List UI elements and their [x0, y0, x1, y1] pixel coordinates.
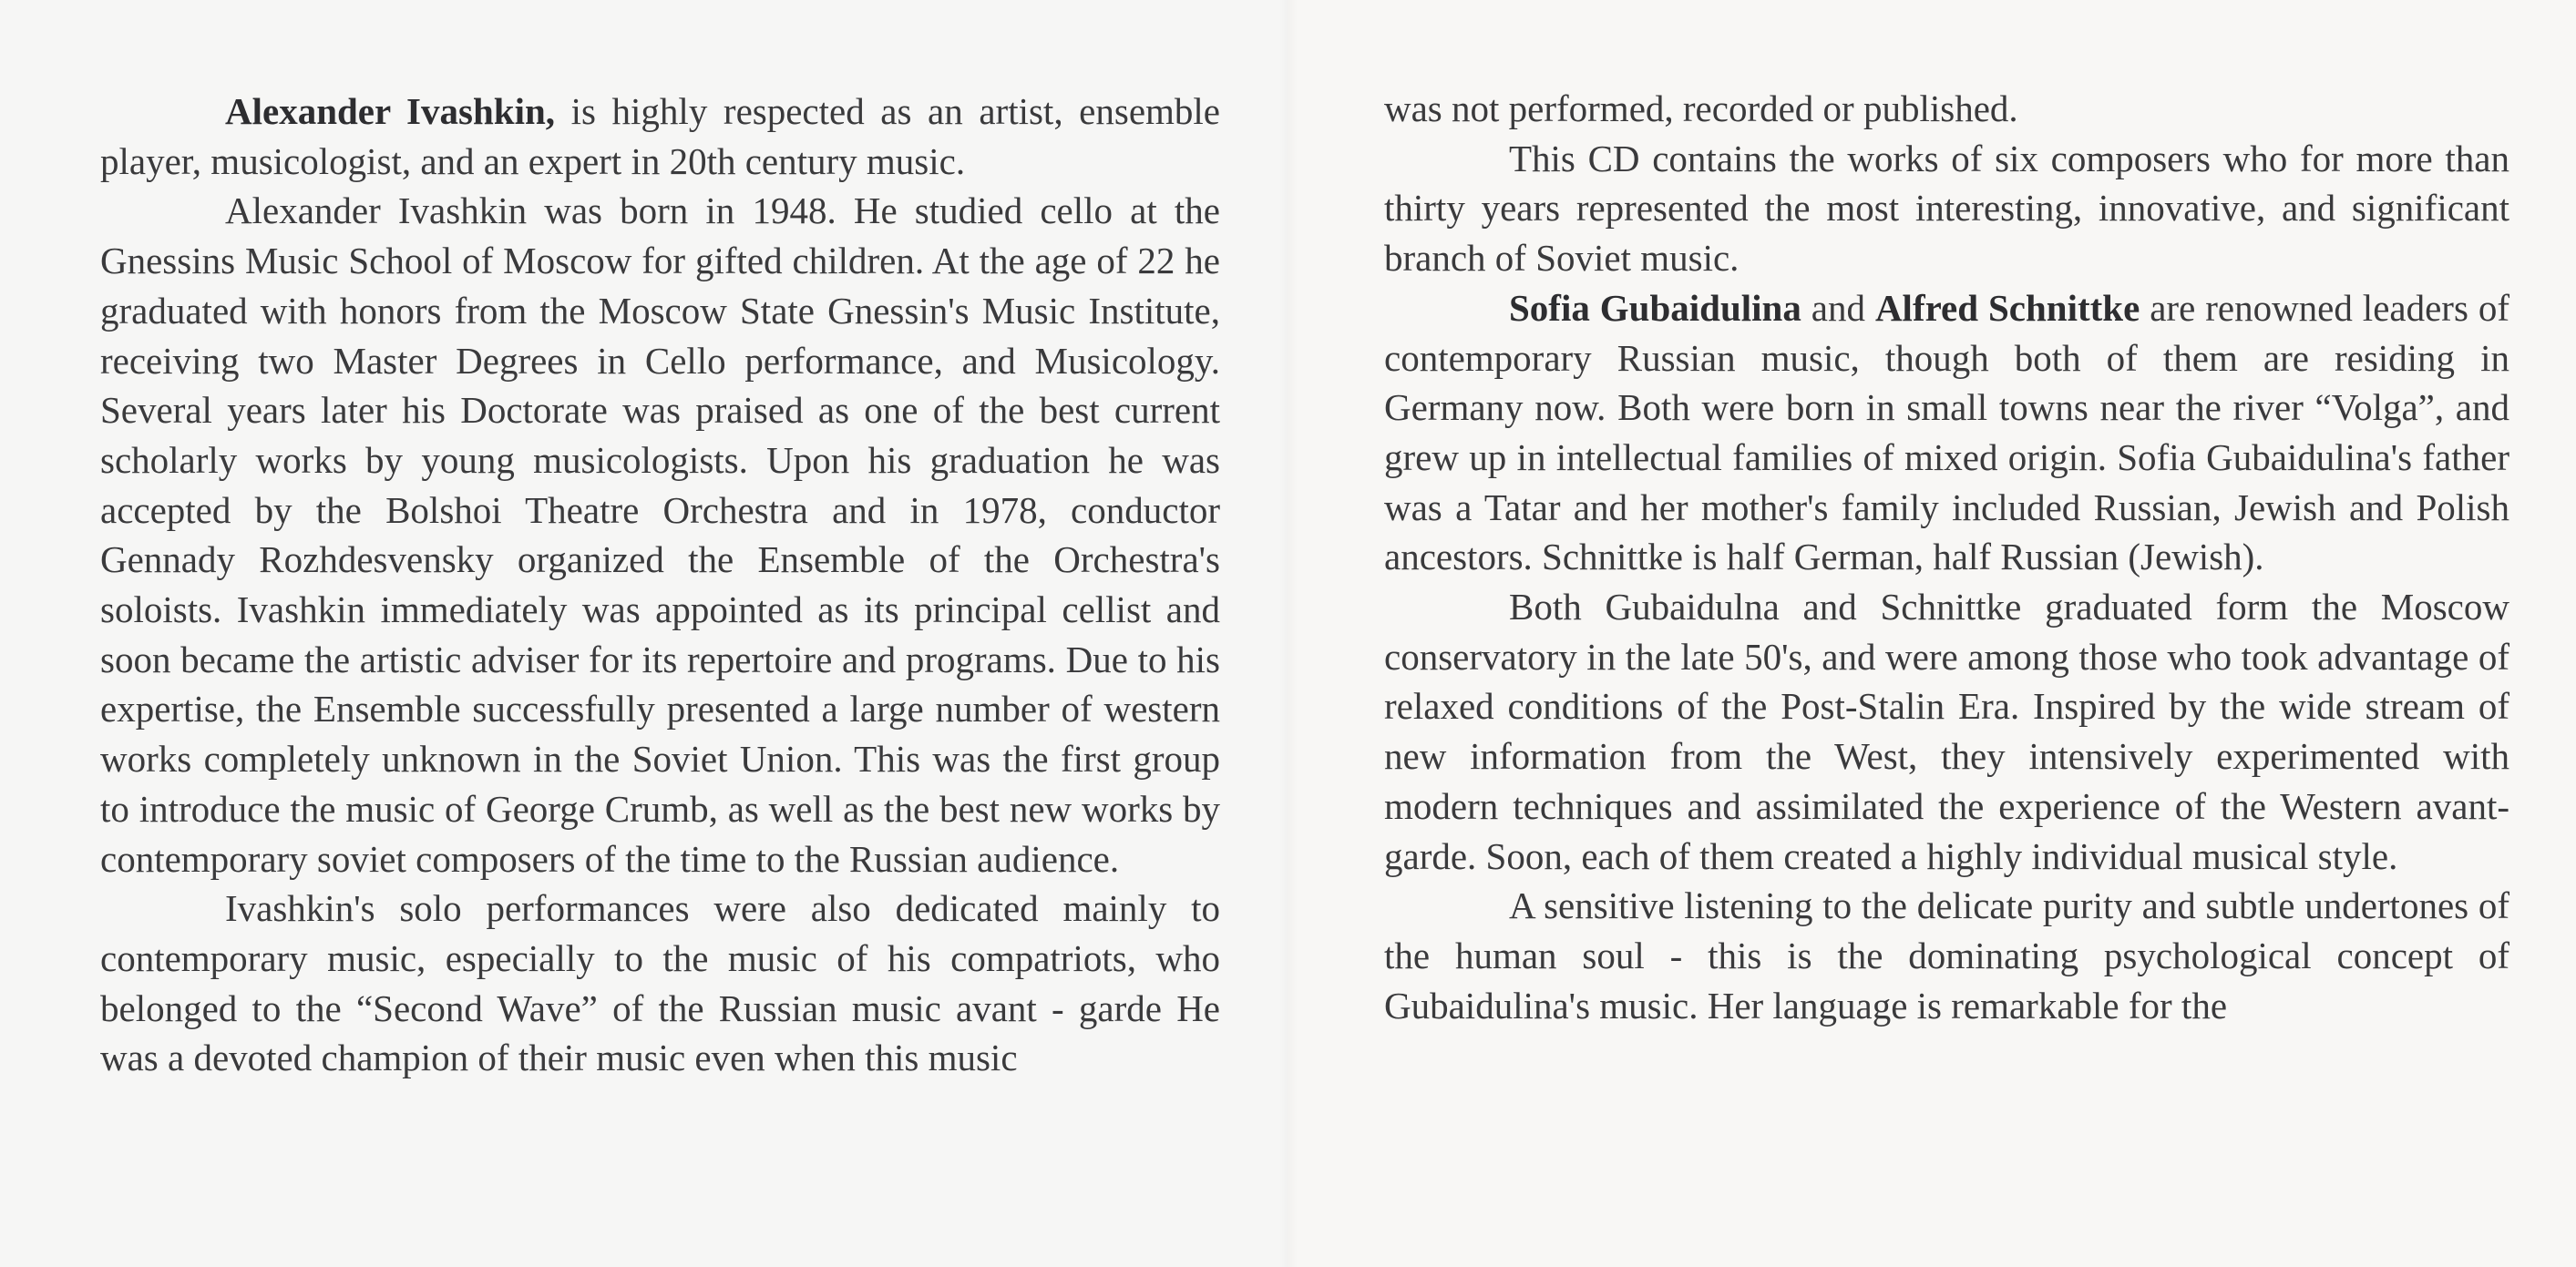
bio-solo-paragraph: Ivashkin's solo performances were also dedicated mainly to contemporary music, especially to the music of his compatriots, who belonged to the “Second Wave” of the Russian music avant - garde He was a devoted champion of their music even when this music — [100, 887, 1220, 1079]
composer-name-schnittke: Alfred Schnittke — [1874, 286, 2140, 329]
bio-intro-paragraph — [100, 87, 1220, 186]
page-fold — [1279, 0, 1298, 1267]
composers-paragraph — [1384, 283, 2509, 582]
right-text-column — [1384, 84, 2509, 1030]
composers-text: are renowned leaders of contemporary Russian music, though both of them are residing in Germany now. Both were born in small towns near the river “Volga”, and grew up in intellectual families of mixed origin. Sofia Gubaidulina's father was a Tatar and her mother's family included Russian, Jewish and Polish ancestors. Schnittke is half German, half Russian (Jewish). — [1384, 286, 2509, 578]
artist-name: Alexander Ivashkin, — [225, 90, 556, 132]
gubaidulina-music-paragraph: A sensitive listening to the delicate purity and subtle undertones of the human soul - this is the dominating psychological concept of Gubaidulina's music. Her language is remarkable for the — [1384, 884, 2509, 1027]
bio-intro-text: is highly respected as an artist, ensemble player, musicologist, and an expert in 20th century music. — [100, 90, 1220, 182]
cd-contents-paragraph: This CD contains the works of six composers who for more than thirty years represented the most interesting, innovative, and significant branch of Soviet music. — [1384, 137, 2509, 280]
conjunction: and — [1801, 286, 1875, 329]
conservatory-paragraph: Both Gubaidulna and Schnittke graduated form the Moscow conservatory in the late 50's, and were among those who took advantage of relaxed conditions of the Post-Stalin Era. Inspired by the wide stream of new information from the West, they intensively experimented with modern techniques and assimilated the experience of the Western avant-garde. Soon, each of them created a highly individual musical style. — [1384, 586, 2509, 877]
composer-name-gubaidulina: Sofia Gubaidulina — [1509, 286, 1801, 329]
left-text-column — [100, 87, 1220, 1083]
continuation-line: was not performed, recorded or published. — [1384, 87, 2018, 129]
bio-education-paragraph: Alexander Ivashkin was born in 1948. He studied cello at the Gnessins Music School of Moscow for gifted children. At the age of 22 he graduated with honors from the Moscow State Gnessin's Music Institute, receiving two Master Degrees in Cello performance, and Musicology. Several years later his Doctorate was praised as one of the best current scholarly works by young musicologists. Upon his graduation he was accepted by the Bolshoi Theatre Orchestra and in 1978, conductor Gennady Rozhdesvensky organized the Ensemble of the Orchestra's soloists. Ivashkin immediately was appointed as its principal cellist and soon became the artistic adviser for its repertoire and programs. Due to his expertise, the Ensemble successfully presented a large number of western works completely unknown in the Soviet Union. This was the first group to introduce the music of George Crumb, as well as the best new works by contemporary soviet composers of the time to the Russian audience. — [100, 189, 1220, 880]
